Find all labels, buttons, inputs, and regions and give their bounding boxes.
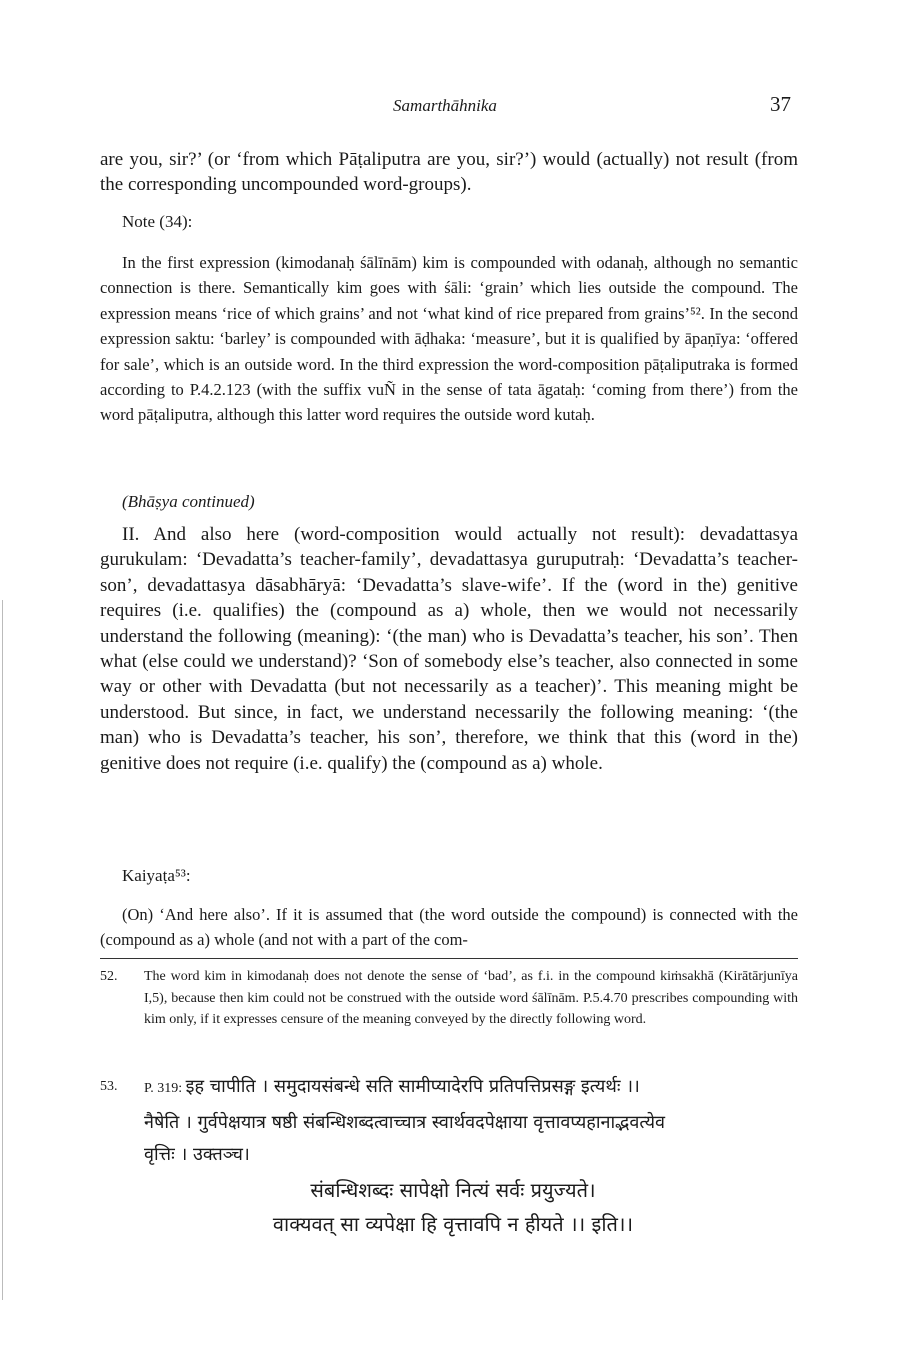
verse-line-1: संबन्धिशब्दः सापेक्षो नित्यं सर्वः प्रयुज्यते। [310, 1178, 596, 1202]
kaiyata-paragraph: (On) ‘And here also’. If it is assumed that (the word outside the compound) is connected with the (compound as a) whole (and not with a part of the com- [100, 905, 798, 950]
page-number: 37 [770, 92, 791, 116]
kaiyata-heading: Kaiyaṭa⁵³: [122, 866, 191, 885]
bhashya-heading: (Bhāṣya continued) [122, 492, 255, 511]
footnote-divider [100, 958, 798, 959]
footnote-53-line1: इह चापीति । समुदायसंबन्धे सति सामीप्यादेरपि प्रतिपत्तिप्रसङ्ग इत्यर्थः ।। [185, 1076, 640, 1097]
scan-edge-line [2, 600, 3, 1300]
footnote-53 [100, 1076, 798, 1100]
footnote-53-ref: P. 319: [144, 1081, 183, 1096]
note-heading: Note (34): [122, 212, 193, 231]
verse-line-2: वाक्यवत् सा व्यपेक्षा हि वृत्तावपि न हीयते ।। इति।। [272, 1212, 634, 1236]
footnote-52-number: 52. [100, 969, 118, 984]
footnote-52-text: The word kim in kimodanaḥ does not denote the sense of ‘bad’, as f.i. in the compound kiṁsakhā (Kirātārjunīya I,5), because then kim could not be construed with the outside word śālīnām. P.5.4.70 prescribes compounding with kim only, if it expresses censure of the meaning conveyed by the directly following word. [144, 969, 798, 1027]
footnote-52 [100, 966, 798, 1031]
bhashya-paragraph: II. And also here (word-composition would actually not result): devadattasya gurukulam: ‘Devadatta’s teacher-family’, devadattasya guruputraḥ: ‘Devadatta’s teacher-son’, devadattasya dāsabhāryā: ‘Devadatta’s slave-wife’. If the (word in the) genitive requires (i.e. qualifies) the (compound as a) whole, then we would not necessarily understand the following (meaning): ‘(the man) who is Devadatta’s teacher, his son’. Then what (else could we understand)? ‘Son of somebody else’s teacher, also connected in some way or other with Devadatta (but not necessarily as a teacher)’. This meaning might be understood. But since, in fact, we understand necessarily the following meaning: ‘(the man) who is Devadatta’s teacher, his son’, therefore, we think that this (word in the) genitive does not require (i.e. qualify) the (compound as a) whole. [100, 524, 798, 774]
footnote-53-line2: नैषेति । गुर्वपेक्षयात्र षष्ठी संबन्धिशब्दत्वाच्चात्र स्वार्थवदपेक्षाया वृत्तावप्यहानाद्भवत्येव [144, 1112, 666, 1133]
continued-paragraph: are you, sir?’ (or ‘from which Pāṭaliputra are you, sir?’) would (actually) not result (from the corresponding uncompounded word-groups). [100, 149, 798, 196]
footnote-53-line3: वृत्तिः । उक्तञ्च। [144, 1144, 250, 1165]
running-header-title: Samarthāhnika [393, 96, 497, 115]
note-paragraph: In the first expression (kimodanaḥ śālīnām) kim is compounded with odanaḥ, although no semantic connection is there. Semantically kim goes with śāli: ‘grain’ which lies outside the compound. The expression means ‘rice of which grains’ and not ‘what kind of rice prepared from grains’⁵². In the second expression saktu: ‘barley’ is compounded with āḍhaka: ‘measure’, but it is qualified by āpaṇīya: ‘offered for sale’, which is an outside word. In the third expression the word-composition pāṭaliputraka is formed according to P.4.2.123 (with the suffix vuÑ in the sense of tata āgataḥ: ‘coming from there’) from the word pāṭaliputra, although this latter word requires the outside word kutaḥ. [100, 253, 798, 425]
footnote-53-number: 53. [100, 1079, 118, 1094]
